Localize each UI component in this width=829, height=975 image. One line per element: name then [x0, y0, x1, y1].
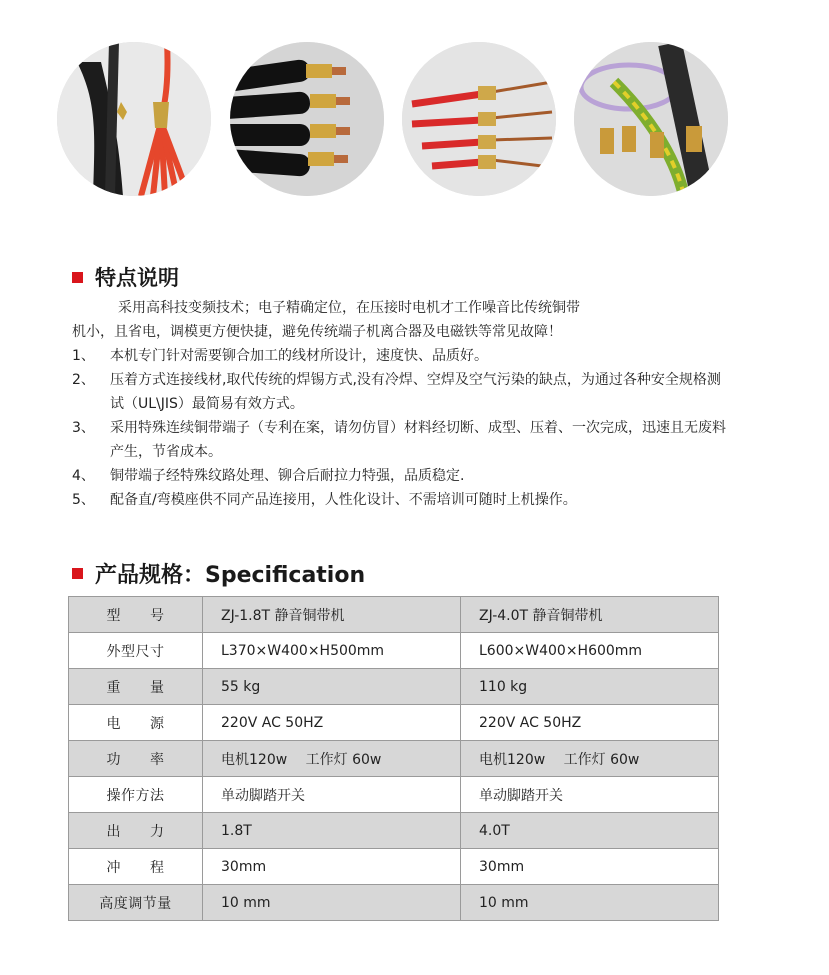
spec-row: [69, 741, 719, 777]
feature-number: 1、: [72, 348, 95, 364]
spec-value-model-a: ZJ-1.8T 静音铜带机: [203, 597, 461, 633]
spec-row: [69, 849, 719, 885]
spec-row: [69, 597, 719, 633]
feature-text: 铜带端子经特殊纹路处理、铆合后耐拉力特强，品质稳定.: [110, 468, 465, 484]
spec-value-model-a: 1.8T: [203, 813, 461, 849]
spec-label: 冲 程: [69, 849, 203, 885]
spec-label: 重 量: [69, 669, 203, 705]
spec-value-model-a: 30mm: [203, 849, 461, 885]
features-title: 特点说明: [95, 266, 179, 290]
spec-label: 高度调节量: [69, 885, 203, 921]
spec-label: 操作方法: [69, 777, 203, 813]
feature-item: [72, 488, 730, 512]
spec-value-model-b: 电机120w 工作灯 60w: [461, 741, 719, 777]
spec-label: 外型尺寸: [69, 633, 203, 669]
spec-value-model-b: 220V AC 50HZ: [461, 705, 719, 741]
feature-item: [72, 368, 730, 416]
feature-number: 5、: [72, 492, 95, 508]
spec-value-model-a: 电机120w 工作灯 60w: [203, 741, 461, 777]
spec-value-model-b: 4.0T: [461, 813, 719, 849]
spec-value-model-b: ZJ-4.0T 静音铜带机: [461, 597, 719, 633]
features-heading: [72, 262, 179, 292]
spec-label: 出 力: [69, 813, 203, 849]
spec-label: 功 率: [69, 741, 203, 777]
feature-item: [72, 344, 730, 368]
spec-value-model-a: 55 kg: [203, 669, 461, 705]
red-square-icon: [72, 272, 83, 283]
spec-value-model-b: 10 mm: [461, 885, 719, 921]
features-intro-line1: 采用高科技变频技术；电子精确定位，在压接时电机才工作噪音比传统铜带: [118, 300, 580, 316]
spec-value-model-a: 220V AC 50HZ: [203, 705, 461, 741]
spec-row: [69, 777, 719, 813]
spec-row: [69, 633, 719, 669]
black-red-cable-photo: [57, 42, 211, 196]
red-wires-crimped-photo: [402, 42, 556, 196]
spec-row: [69, 705, 719, 741]
feature-number: 2、: [72, 372, 95, 388]
feature-text: 采用特殊连续铜带端子（专利在案，请勿仿冒）材料经切断、成型、压着、一次完成，迅速且无废料产生，节省成本。: [110, 420, 726, 460]
feature-number: 3、: [72, 420, 95, 436]
spec-value-model-b: L600×W400×H600mm: [461, 633, 719, 669]
features-intro-line2: 机小，且省电，调模更方便快捷，避免传统端子机离合器及电磁铁等常见故障！: [72, 324, 562, 340]
spec-table: [68, 596, 719, 921]
feature-text: 配备直/弯模座供不同产品连接用，人性化设计、不需培训可随时上机操作。: [110, 492, 577, 508]
spec-value-model-b: 30mm: [461, 849, 719, 885]
spec-value-model-b: 单动脚踏开关: [461, 777, 719, 813]
feature-text: 本机专门针对需要铆合加工的线材所设计，速度快、品质好。: [110, 348, 488, 364]
feature-number: 4、: [72, 468, 95, 484]
spec-value-model-a: L370×W400×H500mm: [203, 633, 461, 669]
product-photos: [0, 0, 829, 215]
spec-label: 电 源: [69, 705, 203, 741]
spec-row: [69, 885, 719, 921]
spec-heading: [72, 558, 365, 589]
feature-item: [72, 464, 730, 488]
spec-value-model-b: 110 kg: [461, 669, 719, 705]
braided-wire-terminals-photo: [574, 42, 728, 196]
black-sheathed-cables-photo: [230, 42, 384, 196]
spec-row: [69, 669, 719, 705]
spec-value-model-a: 单动脚踏开关: [203, 777, 461, 813]
feature-item: [72, 416, 730, 464]
features-body: [72, 296, 730, 512]
feature-text: 压着方式连接线材,取代传统的焊锡方式,没有冷焊、空焊及空气污染的缺点，为通过各种安全规格测试（UL\JIS）最简易有效方式。: [110, 372, 721, 412]
spec-title: 产品规格：Specification: [95, 563, 366, 588]
spec-label: 型 号: [69, 597, 203, 633]
red-square-icon: [72, 568, 83, 579]
spec-row: [69, 813, 719, 849]
spec-value-model-a: 10 mm: [203, 885, 461, 921]
